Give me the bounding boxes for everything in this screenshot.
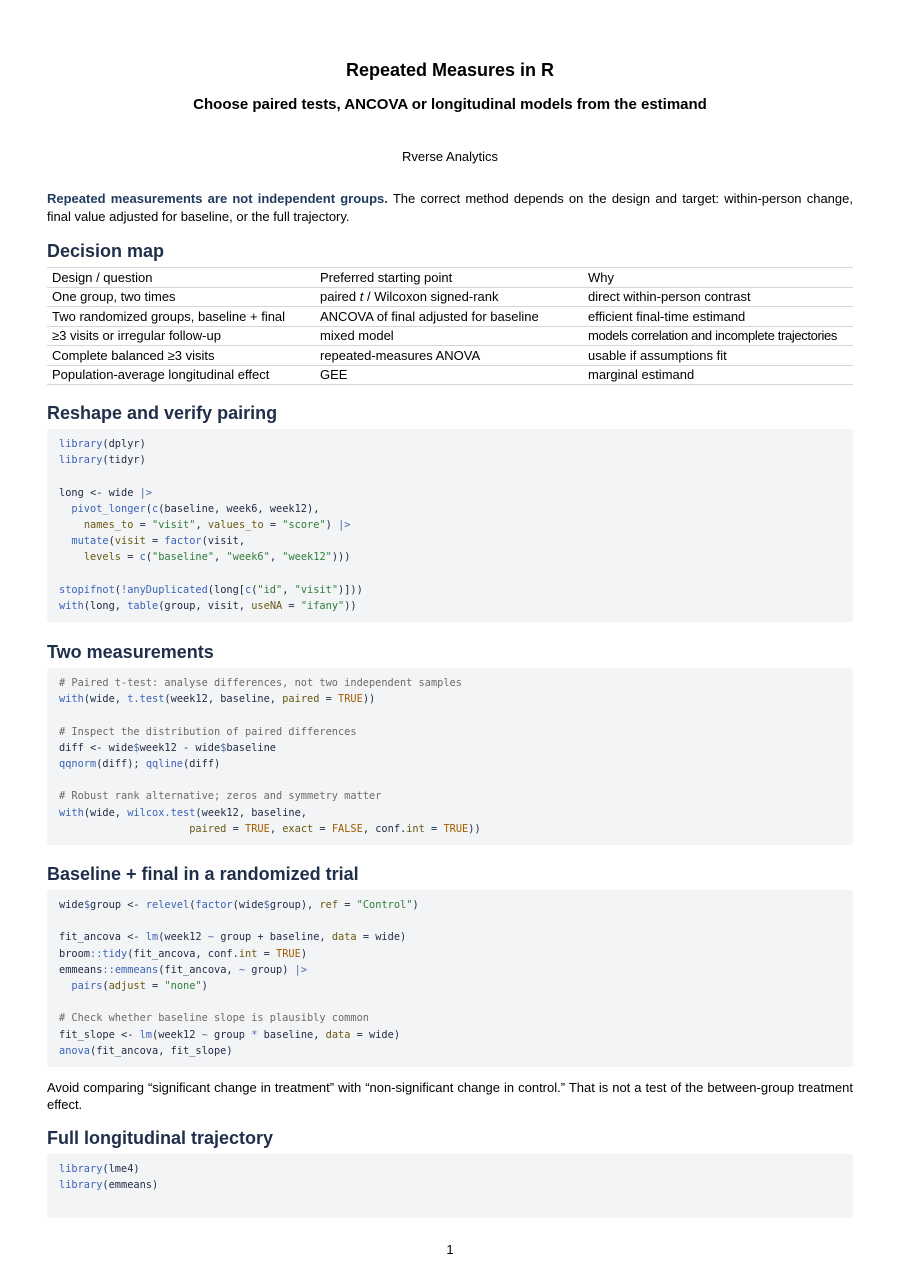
heading-trajectory: Full longitudinal trajectory <box>47 1128 274 1148</box>
table-cell: ANCOVA of final adjusted for baseline <box>315 307 583 327</box>
table-cell: One group, two times <box>47 287 315 307</box>
table-cell-text: / Wilcoxon signed-rank <box>363 289 499 305</box>
table-cell-text: paired <box>320 289 360 305</box>
caution-paragraph: Avoid comparing “significant change in treatment” with “non-significant change in control.” That is not a test of the between-group treatment effect. <box>47 1080 853 1112</box>
table-row <box>47 365 853 385</box>
table-cell: direct within-person contrast <box>583 287 853 307</box>
document-title: Repeated Measures in R <box>345 60 555 80</box>
code-block-two-measurements <box>47 668 853 845</box>
table-header-cell: Design / question <box>47 268 315 288</box>
table-cell: Population-average longitudinal effect <box>47 365 315 385</box>
table-cell: marginal estimand <box>583 365 853 385</box>
table-header-row <box>47 268 853 288</box>
table-cell: repeated-measures ANOVA <box>315 346 583 366</box>
table-row <box>47 307 853 327</box>
table-header-cell: Why <box>583 268 853 288</box>
intro-lead: Repeated measurements are not independent groups. <box>47 191 388 206</box>
table-cell: ≥3 visits or irregular follow-up <box>47 326 315 346</box>
table-row <box>47 287 853 307</box>
code-block-reshape <box>47 429 853 622</box>
document-author: Rverse Analytics <box>401 149 499 164</box>
heading-two-measurements: Two measurements <box>47 642 214 662</box>
table-cell-italic: t <box>359 289 364 305</box>
table-cell: Complete balanced ≥3 visits <box>47 346 315 366</box>
heading-decision-map: Decision map <box>47 241 165 261</box>
decision-table <box>47 267 853 385</box>
heading-baseline-final: Baseline + final in a randomized trial <box>47 864 359 884</box>
table-cell: usable if assumptions fit <box>583 346 853 366</box>
code-text: wide$group <- relevel(factor(wide$group), ref = "Control") fit_ancova <- lm(week12 ~ group + baseline, data = wide) broom::tidy(fit_ancova, conf.int = TRUE) emmeans::emmeans(fit_ancova, ~ group) |> pairs(adjust = "none") # Check whether baseline slope is plausibly common fit_slope <- lm(week12 ~ group * baseline, data = wide) anova(fit_ancova, fit_slope) <box>59 899 419 1057</box>
document-subtitle: Choose paired tests, ANCOVA or longitudinal models from the estimand <box>193 96 707 113</box>
table-cell <box>315 287 583 307</box>
code-block-ancova <box>47 890 853 1067</box>
page-number: 1 <box>446 1242 454 1257</box>
code-text: # Paired t-test: analyse differences, not two independent samples with(wide, t.test(week12, baseline, paired = TRUE)) # Inspect the distribution of paired differences diff <- wide$week12 - wide$baseline qqnorm(diff); qqline(diff) # Robust rank alternative; zeros and symmetry matter with(wide, wilcox.test(week12, baseline, paired = TRUE, exact = FALSE, conf.int = TRUE)) <box>59 677 481 835</box>
table-cell: efficient final-time estimand <box>583 307 853 327</box>
heading-reshape: Reshape and verify pairing <box>47 403 278 423</box>
table-cell: models correlation and incomplete trajectories <box>583 326 853 346</box>
table-header-cell: Preferred starting point <box>315 268 583 288</box>
table-row <box>47 346 853 366</box>
table-cell: Two randomized groups, baseline + final <box>47 307 315 327</box>
intro-text: The correct method depends on the design and target: within-person change, final value adjusted for baseline, or the full trajectory. <box>47 191 853 224</box>
code-text: library(lme4) library(emmeans) <box>59 1163 159 1192</box>
code-text: library(dplyr) library(tidyr) long <- wide |> pivot_longer(c(baseline, week6, week12), names_to = "visit", values_to = "score") |> mutate(visit = factor(visit, levels = c("baseline", "week6", "week12"))) stopifnot(!anyDuplicated(long[c("id", "visit")])) with(long, table(group, visit, useNA = "ifany")) <box>59 438 363 613</box>
table-cell: mixed model <box>315 326 583 346</box>
table-row <box>47 326 853 346</box>
code-block-trajectory <box>47 1154 853 1218</box>
table-cell: GEE <box>315 365 583 385</box>
intro-paragraph <box>47 190 853 226</box>
